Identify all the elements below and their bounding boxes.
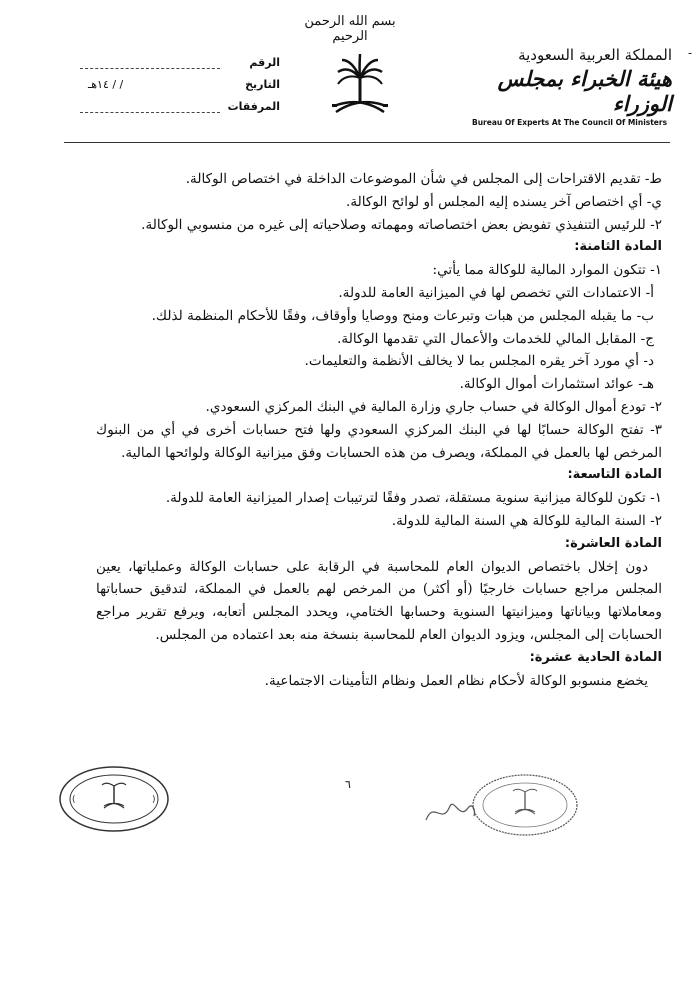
handwritten-signature-icon <box>420 790 480 830</box>
reference-number-line <box>80 68 220 69</box>
article-heading: المادة التاسعة: <box>567 467 662 483</box>
article-paragraph: دون إخلال باختصاص الديوان العام للمحاسبة في الرقابة على حسابات الوكالة وعملياتها، يعين المجلس مراجع حسابات خارجيًا (أو أكثر) من المرخص لهم بالعمل في المملكة، لتدقيق حساباتها ومعاملاتها وبياناتها وميزانيتها السنوية وحسابها الختامي، ويحدد المجلس أتعابه، ويرفع تقرير مراجع الحسابات إلى المجلس، ويزود الديوان العام للمحاسبة بنسخة منه بعد اعتماده من المجلس. <box>96 558 662 643</box>
clause-item: ٢- للرئيس التنفيذي تفويض بعض اختصاصاته ومهماته وصلاحياته إلى غيره من منسوبي الوكالة. <box>141 216 662 233</box>
clause-item: ٢- تودع أموال الوكالة في حساب جاري وزارة المالية في البنك المركزي السعودي. <box>205 398 662 415</box>
sub-clause: ب- ما يقبله المجلس من هبات وتبرعات ومنح ووصايا وأوقاف، وفقًا للأحكام المنظمة لذلك. <box>151 307 654 324</box>
basmala: بسم الله الرحمن الرحيم <box>304 14 396 44</box>
sub-clause: د- أي مورد آخر يقره المجلس بما لا يخالف الأنظمة والتعليمات. <box>304 353 654 370</box>
svg-text:(: ( <box>72 795 76 805</box>
sub-clause: أ- الاعتمادات التي تخصص لها في الميزانية العامة للدولة. <box>338 284 654 301</box>
page-number: ٦ <box>345 778 351 791</box>
clause-item: ١- تكون للوكالة ميزانية سنوية مستقلة، تصدر وفقًا لترتيبات إصدار الميزانية العامة للدولة. <box>165 490 662 507</box>
clause-item: ٢- السنة المالية للوكالة هي السنة المالية للدولة. <box>391 512 662 529</box>
bureau-name-arabic: هيئة الخبراء بمجلس الوزراء <box>497 66 672 116</box>
clause-item: ط- تقديم الاقتراحات إلى المجلس في شأن الموضوعات الداخلة في اختصاص الوكالة. <box>185 171 662 187</box>
article-heading: المادة الثامنة: <box>574 239 662 255</box>
article-heading: المادة العاشرة: <box>564 535 662 551</box>
article-paragraph: يخضع منسوبو الوكالة لأحكام نظام العمل ونظام التأمينات الاجتماعية. <box>264 672 648 689</box>
date-label: التاريخ <box>245 78 280 91</box>
svg-text:): ) <box>152 795 156 805</box>
attachments-label: المرفقات <box>227 100 280 113</box>
article-heading: المادة الحادية عشرة: <box>529 649 662 665</box>
clause-item: ١- تتكون الموارد المالية للوكالة مما يأتي: <box>432 262 662 279</box>
clause-item: ٣- تفتح الوكالة حسابًا لها في البنك المركزي السعودي ولها فتح حسابات أخرى في أي من البنوك المرخص لها بالعمل في المملكة، ويصرف من هذه الحسابات وفق ميزانية الوكالة ولوائحها المالية. <box>96 421 662 461</box>
palm-and-swords-emblem-icon <box>330 50 390 120</box>
corner-mark: - <box>687 46 692 60</box>
reference-number-label: الرقم <box>249 56 280 69</box>
document-body <box>96 168 662 692</box>
official-seal-right-icon <box>470 772 580 838</box>
date-value: / / ١٤هـ <box>88 78 124 91</box>
sub-clause: ج- المقابل المالي للخدمات والأعمال التي تقدمها الوكالة. <box>337 330 654 347</box>
reference-block <box>70 56 280 122</box>
organization-letterhead <box>472 46 672 127</box>
sub-clause: هـ- عوائد استثمارات أموال الوكالة. <box>459 376 654 393</box>
country-name: المملكة العربية السعودية <box>518 46 672 64</box>
date-row <box>70 78 280 100</box>
official-seal-left-icon <box>58 764 170 834</box>
attachments-row <box>70 100 280 122</box>
attachments-line <box>80 112 220 113</box>
header-divider <box>64 142 670 143</box>
clause-item: ي- أي اختصاص آخر يسنده إليه المجلس أو لوائح الوكالة. <box>346 193 662 210</box>
reference-number-row <box>70 56 280 78</box>
bureau-name-english: Bureau Of Experts At The Council Of Ministers <box>472 118 668 127</box>
